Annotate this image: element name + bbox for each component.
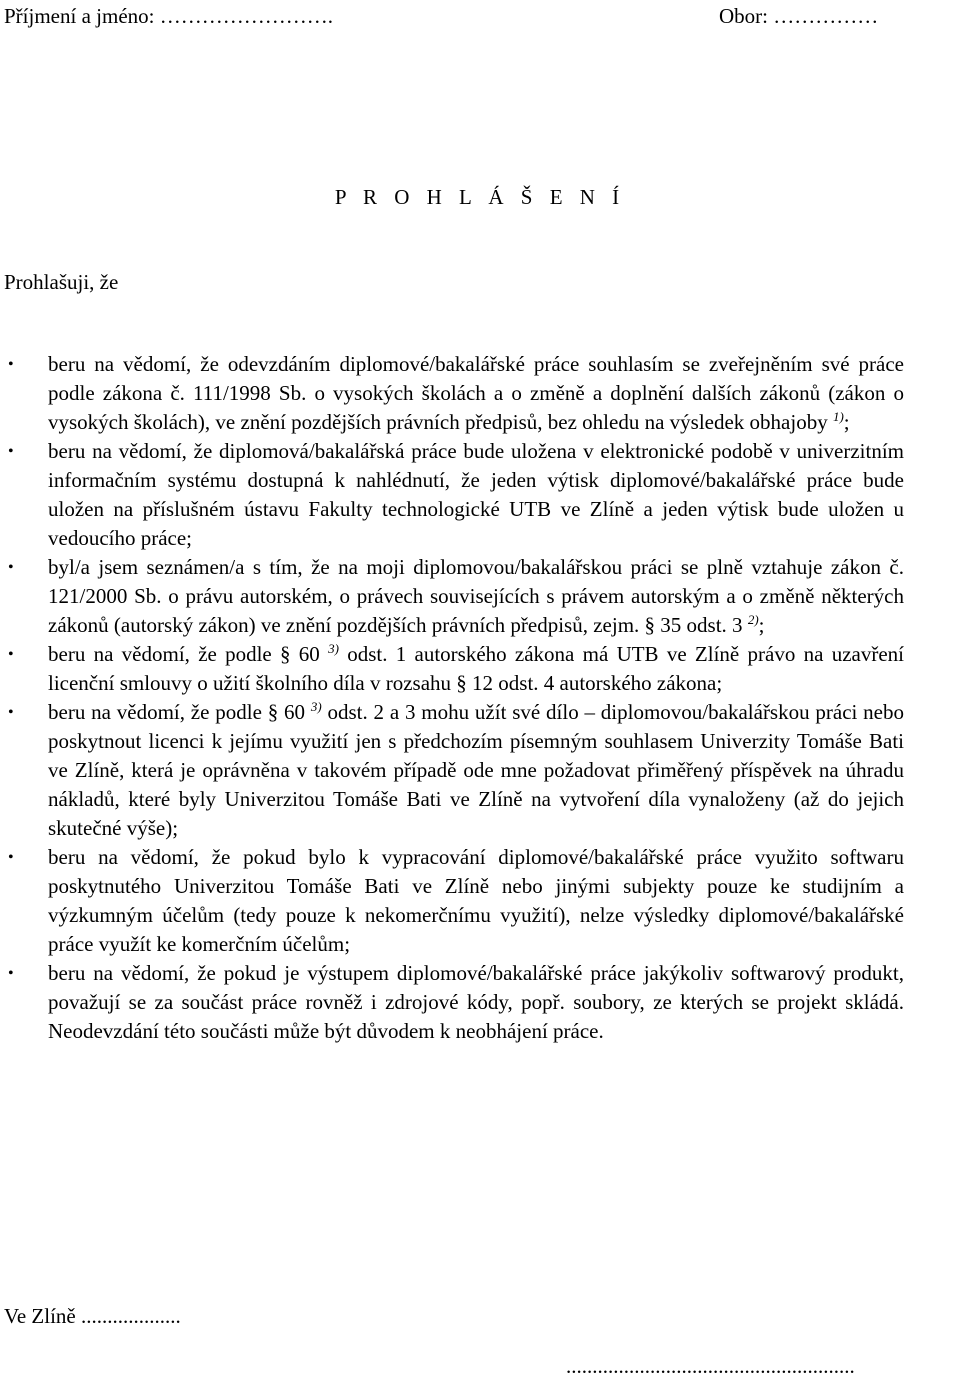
item-text: byl/a jsem seznámen/a s tím, že na moji diplomovou/bakalářskou práci se plně vztahuje zákon č. 121/2000 Sb. o právu autorském, o právech souvisejících s právem autorským a o změně některých zákonů (autorský zákon) ve znění pozdějších právních předpisů, zejm. § 35 odst. 3 [48,555,904,637]
item-text-tail: odst. 2 a 3 mohu užít své dílo – diplomovou/bakalářskou práci nebo poskytnout licenci k jejímu využití jen s předchozím písemným souhlasem Univerzity Tomáše Bati ve Zlíně, která je oprávněna v takovém případě ode mne požadovat přiměřený příspěvek na úhradu nákladů, které byly Univerzitou Tomáše Bati ve Zlíně na vytvoření díla vynaloženy (až do jejich skutečné výše); [48,700,905,840]
bullet-icon: • [8,443,14,460]
obor-field-label: Obor: …………… [719,4,879,28]
footnote-ref: 3) [310,699,322,714]
footnote-ref: 3) [328,641,339,656]
bullet-icon: • [8,646,14,663]
list-item [0,640,960,698]
item-text-tail: ; [758,613,765,637]
item-text: beru na vědomí, že podle § 60 [48,642,329,666]
list-item [0,350,960,437]
footnote-ref: 2) [747,612,759,627]
item-text: beru na vědomí, že odevzdáním diplomové/bakalářské práce souhlasím se zveřejněním své práce podle zákona č. 111/1998 Sb. o vysokých školách a o změně a doplnění dalších zákonů (zákon o vysokých školách), ve znění pozdějších právních předpisů, bez ohledu na výsledek obhajoby [48,352,904,434]
bullet-icon: • [8,356,14,373]
item-text-tail: ; [843,410,850,434]
header-row [4,2,954,30]
list-item [0,437,960,553]
intro-text: Prohlašuji, že [4,270,119,294]
place-date-line: Ve Zlíně ................... [4,1304,181,1328]
bullet-icon: • [8,849,14,866]
item-text: beru na vědomí, že pokud bylo k vypracování diplomové/bakalářské práce využito softwaru poskytnutého Univerzitou Tomáše Bati ve Zlíně nebo jinými subjekty pouze ke studijním a výzkumným účelům (tedy pouze k nekomerčnímu využití), nelze výsledky diplomové/bakalářské práce využít ke komerčním účelům; [48,845,904,956]
item-text: beru na vědomí, že podle § 60 [48,700,311,724]
document-title: P R O H L Á Š E N Í [334,185,626,209]
bullet-icon: • [8,704,14,721]
bullet-icon: • [8,965,14,982]
item-text: beru na vědomí, že pokud je výstupem diplomové/bakalářské práce jakýkoliv softwarový produkt, považují se za součást práce rovněž i zdrojové kódy, popř. soubory, ze kterých se projekt skládá. Neodevzdání této součásti může být důvodem k neobhájení práce. [48,961,904,1043]
name-field-label: Příjmení a jméno: ……………………. [4,4,333,28]
list-item [0,698,960,843]
declaration-list [0,350,960,1046]
signature-line: ....................................................... [566,1354,855,1378]
footnote-ref: 1) [832,409,844,424]
item-text: beru na vědomí, že diplomová/bakalářská práce bude uložena v elektronické podobě v univerzitním informačním systému dostupná k nahlédnutí, že jeden výtisk diplomové/bakalářské práce bude uložen na příslušném ústavu Fakulty technologické UTB ve Zlíně a jeden výtisk bude uložen u vedoucího práce; [48,439,904,550]
list-item [0,553,960,640]
item-text-tail: odst. 1 autorského zákona má UTB ve Zlíně právo na uzavření licenční smlouvy o užití školního díla v rozsahu § 12 odst. 4 autorského zákona; [48,642,904,695]
bullet-icon: • [8,559,14,576]
list-item [0,843,960,959]
list-item [0,959,960,1046]
